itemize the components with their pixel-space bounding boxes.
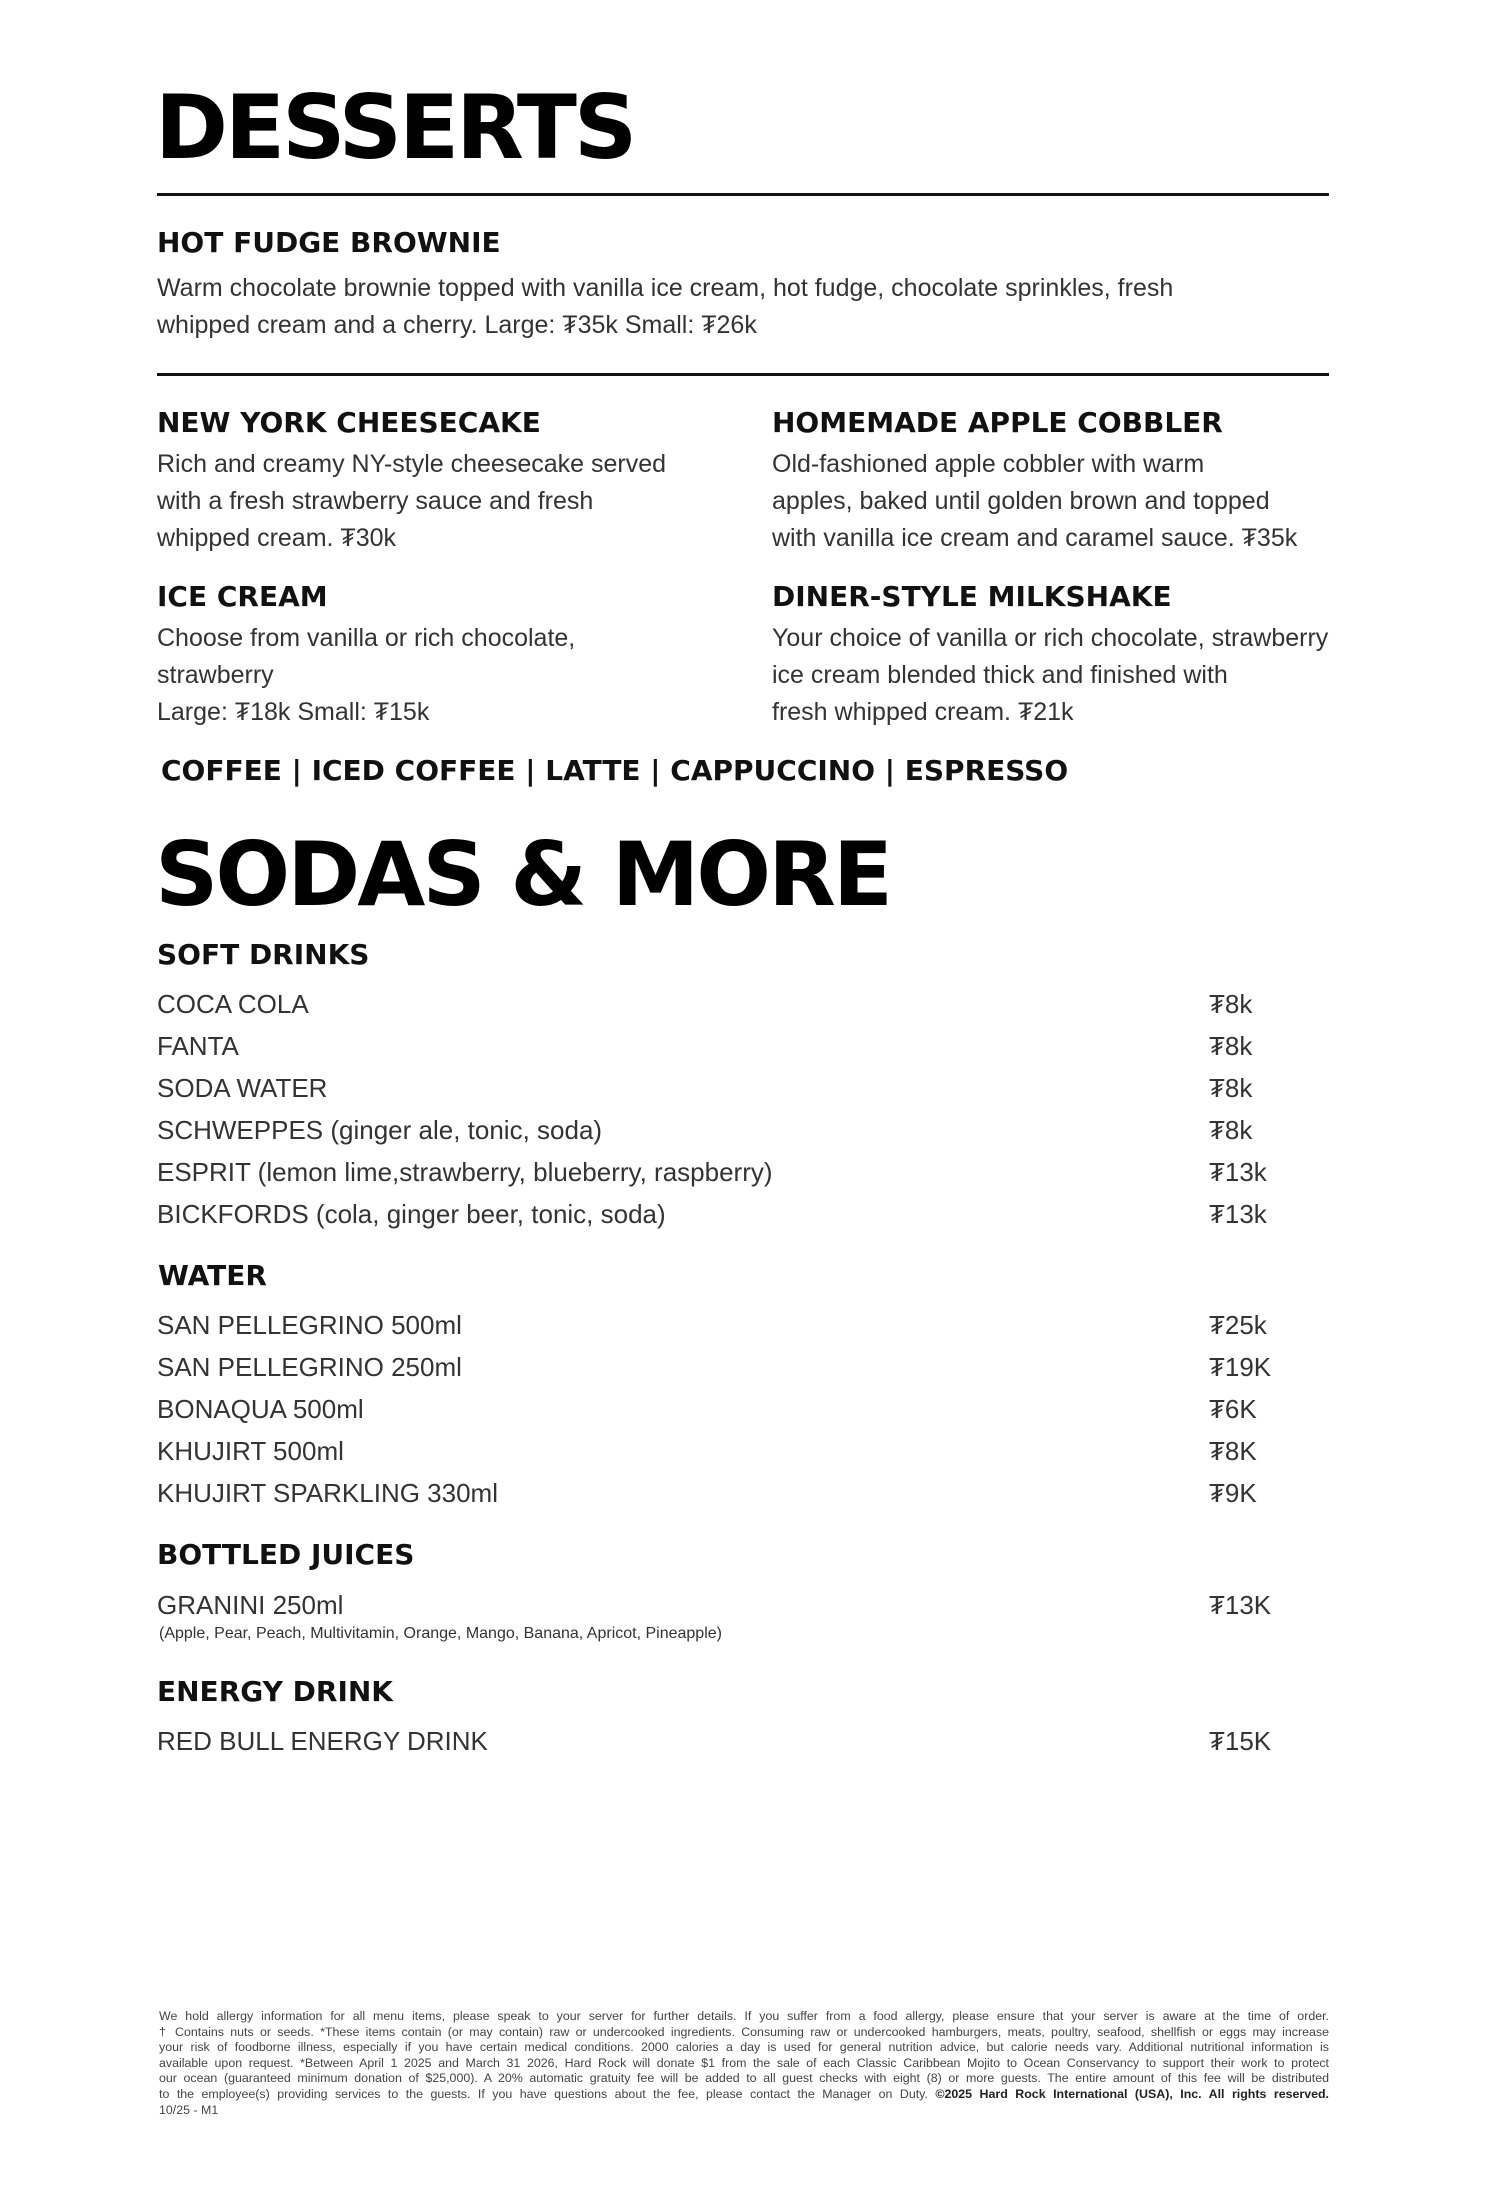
list-item — [157, 1436, 1257, 1476]
item-price: ₮8k — [1209, 1031, 1253, 1061]
desserts-title: DESSERTS — [155, 76, 635, 179]
divider — [157, 193, 1329, 196]
item-name: FANTA — [157, 1031, 239, 1061]
desc-line: Rich and creamy NY-style cheesecake served — [157, 450, 667, 478]
footer-line: your risk of foodborne illness, especially if you have certain medical conditions. 2000 calories a day is used for general nutrition advice, but calorie needs vary. Additional nutritional information is — [159, 2040, 1329, 2054]
item-title-ice-cream: ICE CREAM — [157, 580, 328, 613]
list-item — [157, 1073, 1257, 1113]
copyright: ©2025 Hard Rock International (USA), Inc. All rights reserved. — [935, 2086, 1329, 2101]
item-note: (Apple, Pear, Peach, Multivitamin, Orange, Mango, Banana, Apricot, Pineapple) — [159, 1625, 722, 1642]
item-title-hot-fudge-brownie: HOT FUDGE BROWNIE — [157, 226, 501, 259]
item-name: BONAQUA 500ml — [157, 1394, 364, 1424]
desc-line: apples, baked until golden brown and topped — [772, 487, 1270, 515]
item-name: SODA WATER — [157, 1073, 328, 1103]
desc-line: fresh whipped cream. ₮21k — [772, 698, 1074, 726]
list-item — [157, 1199, 1267, 1239]
section-title-water: WATER — [158, 1259, 267, 1292]
item-price: ₮8k — [1209, 1115, 1253, 1145]
list-item — [157, 989, 1257, 1029]
list-item — [157, 1352, 1272, 1392]
desc-line: with vanilla ice cream and caramel sauce. ₮35k — [772, 524, 1298, 552]
item-price: ₮9K — [1209, 1478, 1257, 1508]
item-name: RED BULL ENERGY DRINK — [157, 1726, 488, 1756]
item-price: ₮15K — [1209, 1726, 1272, 1756]
item-price: ₮6K — [1209, 1394, 1257, 1424]
desc-line: Choose from vanilla or rich chocolate, — [157, 624, 576, 652]
item-name: KHUJIRT SPARKLING 330ml — [157, 1478, 498, 1508]
item-price: ₮8k — [1209, 989, 1253, 1019]
item-name: KHUJIRT 500ml — [157, 1436, 344, 1466]
item-title-new-york-cheesecake: NEW YORK CHEESECAKE — [157, 406, 541, 439]
item-price: ₮8K — [1209, 1436, 1257, 1466]
list-item — [157, 1157, 1267, 1197]
section-title-soft-drinks: SOFT DRINKS — [157, 938, 370, 971]
item-price: ₮25k — [1209, 1310, 1267, 1340]
item-desc-ice-cream — [157, 620, 757, 731]
item-price: ₮13k — [1209, 1157, 1267, 1187]
desc-line: strawberry — [157, 661, 274, 689]
item-desc-new-york-cheesecake — [157, 446, 757, 557]
list-item — [157, 1115, 1257, 1155]
footer-line: available upon request. *Between April 1 2025 and March 31 2026, Hard Rock will donate $1 from the sale of each Classic Caribbean Mojito to Ocean Conservancy to support their work to protect — [159, 2055, 1329, 2070]
item-name: GRANINI 250ml — [157, 1590, 344, 1620]
item-name: COCA COLA — [157, 989, 309, 1019]
item-name: BICKFORDS (cola, ginger beer, tonic, soda) — [157, 1199, 666, 1229]
item-title-homemade-apple-cobbler: HOMEMADE APPLE COBBLER — [772, 406, 1223, 439]
desc-line: ice cream blended thick and finished with — [772, 661, 1228, 689]
section-title-energy-drink: ENERGY DRINK — [157, 1675, 393, 1708]
item-desc-diner-style-milkshake — [772, 620, 1472, 731]
item-title-diner-style-milkshake: DINER-STYLE MILKSHAKE — [772, 580, 1172, 613]
item-desc-hot-fudge-brownie — [157, 270, 1337, 344]
sodas-title: SODAS & MORE — [155, 823, 890, 926]
footer-line: We hold allergy information for all menu items, please speak to your server for further details. If you suffer from a food allergy, please ensure that your server is aware at the time of order. — [159, 2009, 1329, 2023]
list-item — [157, 1394, 1257, 1434]
list-item — [157, 1310, 1267, 1350]
footer-disclaimer — [159, 2009, 1329, 2102]
desc-line: with a fresh strawberry sauce and fresh — [157, 487, 594, 515]
list-item — [157, 1478, 1257, 1518]
list-item — [157, 1031, 1257, 1071]
item-name: SCHWEPPES (ginger ale, tonic, soda) — [157, 1115, 603, 1145]
item-price: ₮8k — [1209, 1073, 1253, 1103]
desc-line: Large: ₮18k Small: ₮15k — [157, 698, 430, 726]
desc-line: whipped cream. ₮30k — [157, 524, 397, 552]
desc-line: whipped cream and a cherry. Large: ₮35k Small: ₮26k — [157, 311, 757, 339]
desc-line: Your choice of vanilla or rich chocolate, strawberry — [772, 624, 1329, 652]
footer-line-text: to the employee(s) providing services to the guests. If you have questions about the fee, please contact the Manager on Duty. — [159, 2086, 928, 2101]
section-title-bottled-juices: BOTTLED JUICES — [157, 1538, 415, 1571]
footer-line: † Contains nuts or seeds. *These items contain (or may contain) raw or undercooked ingredients. Consuming raw or undercooked hamburgers, meats, poultry, seafood, shellfish or eggs may increase — [159, 2024, 1329, 2039]
desc-line: Old-fashioned apple cobbler with warm — [772, 450, 1205, 478]
item-name: ESPRIT (lemon lime,strawberry, blueberry, raspberry) — [157, 1157, 773, 1187]
item-price: ₮13K — [1209, 1590, 1272, 1620]
divider — [157, 373, 1329, 376]
item-price: ₮19K — [1209, 1352, 1272, 1382]
footer-line — [159, 2087, 1329, 2103]
item-desc-homemade-apple-cobbler — [772, 446, 1432, 557]
item-name: SAN PELLEGRINO 250ml — [157, 1352, 462, 1382]
item-price: ₮13k — [1209, 1199, 1267, 1229]
item-name: SAN PELLEGRINO 500ml — [157, 1310, 462, 1340]
list-item — [157, 1590, 1272, 1630]
list-item — [157, 1726, 1272, 1766]
desc-line: Warm chocolate brownie topped with vanilla ice cream, hot fudge, chocolate sprinkles, fresh — [157, 274, 1174, 302]
coffee-line: COFFEE | ICED COFFEE | LATTE | CAPPUCCINO | ESPRESSO — [161, 754, 1069, 787]
menu-code: 10/25 - M1 — [159, 2103, 219, 2117]
footer-line: our ocean (guaranteed minimum donation of $25,000). A 20% automatic gratuity fee will be added to all guest checks with eight (8) or more guests. The entire amount of this fee will be distributed — [159, 2071, 1329, 2085]
